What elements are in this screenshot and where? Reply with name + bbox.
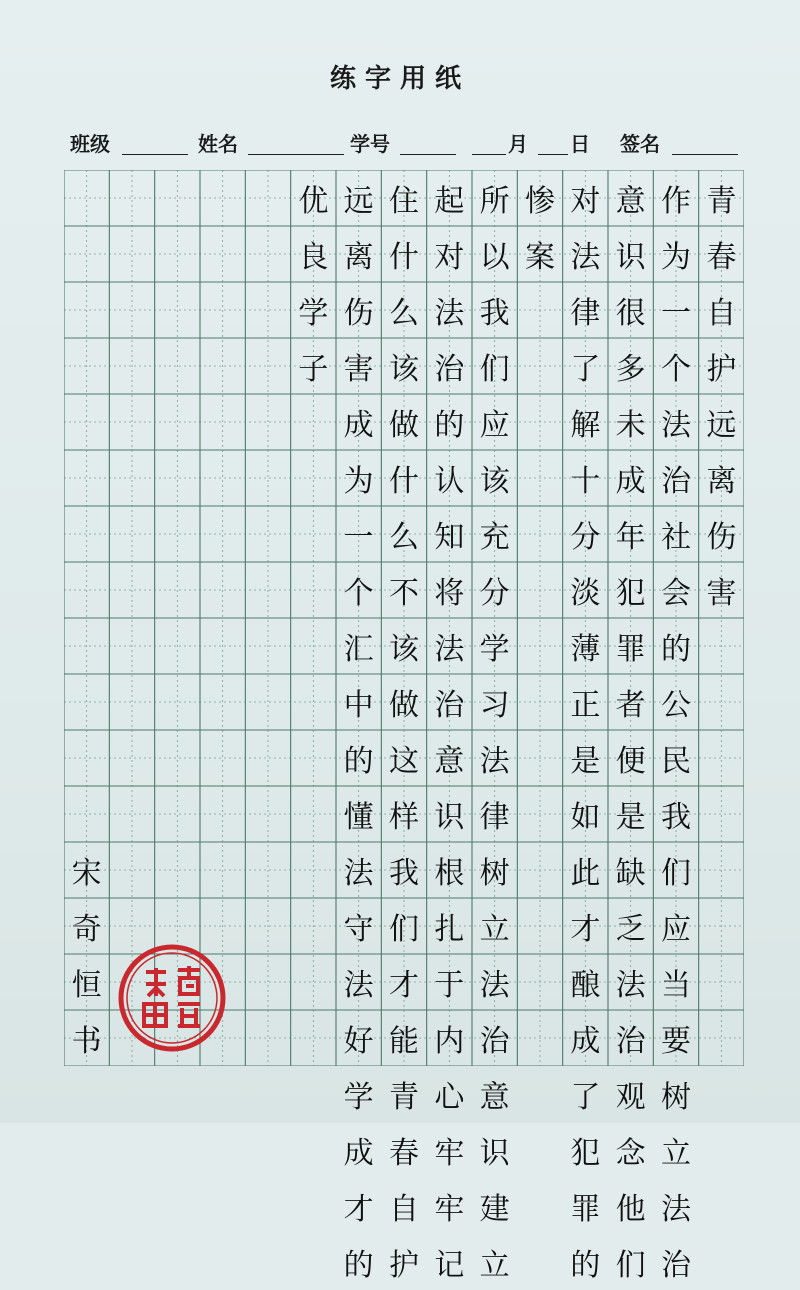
character-cell: 扎 xyxy=(434,912,465,947)
character-cell: 犯 xyxy=(570,1136,601,1171)
character-cell: 离 xyxy=(343,240,374,275)
character-cell: 守 xyxy=(343,912,374,947)
character-cell: 护 xyxy=(706,352,737,387)
character-cell: 作 xyxy=(661,184,691,219)
character-cell: 了 xyxy=(570,352,601,387)
character-cell: 离 xyxy=(706,464,737,499)
character-cell: 住 xyxy=(389,184,419,219)
character-cell: 成 xyxy=(343,408,374,443)
character-cell: 治 xyxy=(434,688,465,723)
character-cell: 中 xyxy=(343,688,374,723)
character-cell: 个 xyxy=(343,576,374,611)
character-cell: 成 xyxy=(570,1024,601,1059)
character-cell: 正 xyxy=(570,688,601,723)
text-column xyxy=(291,170,336,394)
class-field[interactable] xyxy=(122,154,188,155)
signature-character: 奇 xyxy=(71,912,102,947)
character-cell: 的 xyxy=(343,744,374,779)
character-cell: 罪 xyxy=(570,1192,601,1227)
character-cell: 青 xyxy=(389,1080,419,1115)
character-cell: 十 xyxy=(570,464,601,499)
character-cell: 薄 xyxy=(570,632,601,667)
character-cell: 要 xyxy=(661,1024,691,1059)
character-cell: 民 xyxy=(661,744,691,779)
character-cell: 做 xyxy=(389,688,419,723)
character-cell: 解 xyxy=(570,408,601,443)
character-cell: 远 xyxy=(343,184,374,219)
page-title: 练字用纸 xyxy=(329,64,470,94)
signature-column xyxy=(64,842,109,1066)
signature-character: 书 xyxy=(71,1024,102,1059)
character-cell: 是 xyxy=(570,744,601,779)
character-cell: 树 xyxy=(479,856,510,891)
character-cell: 法 xyxy=(661,1192,691,1227)
character-cell: 心 xyxy=(434,1080,465,1115)
character-cell: 自 xyxy=(706,296,737,331)
character-cell: 所 xyxy=(479,184,510,219)
character-cell: 个 xyxy=(661,352,691,387)
character-cell: 治 xyxy=(434,352,465,387)
text-column xyxy=(654,170,699,1290)
character-cell: 法 xyxy=(615,968,646,1003)
character-cell: 一 xyxy=(661,296,691,331)
character-cell: 的 xyxy=(343,1248,374,1283)
character-cell: 治 xyxy=(615,1024,646,1059)
character-cell: 懂 xyxy=(343,800,374,835)
character-cell: 远 xyxy=(706,408,737,443)
character-cell: 充 xyxy=(479,520,510,555)
character-cell: 念 xyxy=(615,1136,646,1171)
character-cell: 乏 xyxy=(615,912,646,947)
character-cell: 牢 xyxy=(434,1192,465,1227)
day-field[interactable] xyxy=(538,154,568,155)
character-cell: 当 xyxy=(661,968,691,1003)
text-column xyxy=(336,170,381,1290)
character-cell: 治 xyxy=(661,1248,691,1283)
character-cell: 习 xyxy=(479,688,510,723)
character-cell: 为 xyxy=(343,464,374,499)
character-cell: 识 xyxy=(479,1136,510,1171)
character-cell: 治 xyxy=(479,1024,510,1059)
character-cell: 案 xyxy=(525,240,555,275)
character-cell: 法 xyxy=(661,408,691,443)
character-cell: 我 xyxy=(389,856,419,891)
character-cell: 学 xyxy=(343,1080,374,1115)
character-cell: 做 xyxy=(389,408,419,443)
character-cell: 多 xyxy=(615,352,646,387)
character-cell: 的 xyxy=(434,408,465,443)
text-column xyxy=(699,170,744,618)
character-cell: 该 xyxy=(479,464,510,499)
character-cell: 成 xyxy=(615,464,646,499)
character-cell: 为 xyxy=(661,240,691,275)
character-cell: 是 xyxy=(615,800,646,835)
character-cell: 们 xyxy=(479,352,510,387)
month-field[interactable] xyxy=(472,154,506,155)
character-cell: 我 xyxy=(661,800,691,835)
character-cell: 法 xyxy=(343,968,374,1003)
character-cell: 法 xyxy=(343,856,374,891)
character-cell: 应 xyxy=(661,912,691,947)
character-cell: 树 xyxy=(661,1080,691,1115)
character-cell: 青 xyxy=(706,184,737,219)
character-cell: 自 xyxy=(389,1192,419,1227)
character-cell: 根 xyxy=(434,856,465,891)
name-field[interactable] xyxy=(248,154,344,155)
character-cell: 如 xyxy=(570,800,601,835)
character-cell: 酿 xyxy=(570,968,601,1003)
character-cell: 该 xyxy=(389,352,419,387)
character-cell: 这 xyxy=(389,744,419,779)
character-cell: 么 xyxy=(389,296,419,331)
character-cell: 分 xyxy=(570,520,601,555)
character-cell: 立 xyxy=(479,1248,510,1283)
character-cell: 法 xyxy=(479,968,510,1003)
character-cell: 法 xyxy=(479,744,510,779)
class-label: 班级 xyxy=(70,132,110,156)
character-cell: 能 xyxy=(389,1024,419,1059)
character-cell: 对 xyxy=(434,240,465,275)
character-cell: 起 xyxy=(434,184,465,219)
character-cell: 记 xyxy=(434,1248,465,1283)
character-cell: 学 xyxy=(298,296,329,331)
character-cell: 律 xyxy=(570,296,601,331)
character-cell: 才 xyxy=(343,1192,374,1227)
character-cell: 犯 xyxy=(615,576,646,611)
red-seal-stamp xyxy=(116,942,228,1054)
character-cell: 样 xyxy=(389,800,419,835)
name-label: 姓名 xyxy=(198,132,238,156)
character-cell: 子 xyxy=(298,352,329,387)
character-cell: 什 xyxy=(389,240,419,275)
character-cell: 害 xyxy=(706,576,737,611)
sign-field[interactable] xyxy=(672,154,738,155)
character-cell: 认 xyxy=(434,464,465,499)
month-label: 月 xyxy=(508,132,528,156)
character-cell: 知 xyxy=(434,520,465,555)
character-cell: 的 xyxy=(570,1248,601,1283)
character-cell: 们 xyxy=(661,856,691,891)
id-field[interactable] xyxy=(400,154,456,155)
character-cell: 好 xyxy=(343,1024,374,1059)
text-column xyxy=(518,170,563,282)
character-cell: 成 xyxy=(343,1136,374,1171)
character-cell: 很 xyxy=(615,296,646,331)
character-cell: 建 xyxy=(479,1192,510,1227)
day-label: 日 xyxy=(570,132,590,156)
character-cell: 伤 xyxy=(706,520,737,555)
character-cell: 汇 xyxy=(343,632,374,667)
character-cell: 缺 xyxy=(615,856,646,891)
character-cell: 观 xyxy=(615,1080,646,1115)
character-cell: 了 xyxy=(570,1080,601,1115)
character-cell: 分 xyxy=(479,576,510,611)
character-cell: 者 xyxy=(615,688,646,723)
header-fields xyxy=(68,128,748,160)
text-column xyxy=(563,170,608,1290)
character-cell: 们 xyxy=(615,1248,646,1283)
character-cell: 立 xyxy=(661,1136,691,1171)
character-cell: 不 xyxy=(389,576,419,611)
character-cell: 惨 xyxy=(525,184,555,219)
character-cell: 内 xyxy=(434,1024,465,1059)
character-cell: 的 xyxy=(661,632,691,667)
character-cell: 意 xyxy=(434,744,465,779)
character-cell: 便 xyxy=(615,744,646,779)
character-cell: 识 xyxy=(434,800,465,835)
character-cell: 才 xyxy=(570,912,601,947)
writing-grid xyxy=(64,170,744,1283)
character-cell: 未 xyxy=(615,408,646,443)
text-column xyxy=(472,170,517,1290)
character-cell: 他 xyxy=(615,1192,646,1227)
character-cell: 治 xyxy=(661,464,691,499)
character-cell: 此 xyxy=(570,856,601,891)
character-cell: 淡 xyxy=(570,576,601,611)
signature-character: 宋 xyxy=(71,856,102,891)
character-cell: 什 xyxy=(389,464,419,499)
character-cell: 年 xyxy=(615,520,646,555)
character-cell: 害 xyxy=(343,352,374,387)
character-cell: 对 xyxy=(570,184,601,219)
character-cell: 才 xyxy=(389,968,419,1003)
character-cell: 么 xyxy=(389,520,419,555)
character-cell: 以 xyxy=(479,240,510,275)
character-cell: 春 xyxy=(706,240,737,275)
text-column xyxy=(427,170,472,1290)
character-cell: 该 xyxy=(389,632,419,667)
character-cell: 识 xyxy=(615,240,646,275)
character-cell: 法 xyxy=(570,240,601,275)
character-cell: 应 xyxy=(479,408,510,443)
text-column xyxy=(382,170,427,1290)
text-column xyxy=(608,170,653,1290)
character-cell: 牢 xyxy=(434,1136,465,1171)
character-cell: 意 xyxy=(479,1080,510,1115)
character-cell: 们 xyxy=(389,912,419,947)
character-cell: 于 xyxy=(434,968,465,1003)
character-cell: 罪 xyxy=(615,632,646,667)
character-cell: 社 xyxy=(661,520,691,555)
character-cell: 会 xyxy=(661,576,691,611)
character-cell: 我 xyxy=(479,296,510,331)
character-cell: 法 xyxy=(434,296,465,331)
character-cell: 将 xyxy=(434,576,465,611)
id-label: 学号 xyxy=(350,132,390,156)
character-cell: 学 xyxy=(479,632,510,667)
character-cell: 律 xyxy=(479,800,510,835)
sign-label: 签名 xyxy=(620,132,660,156)
character-cell: 优 xyxy=(298,184,329,219)
character-cell: 护 xyxy=(389,1248,419,1283)
character-cell: 伤 xyxy=(343,296,374,331)
character-cell: 法 xyxy=(434,632,465,667)
character-cell: 良 xyxy=(298,240,329,275)
signature-character: 恒 xyxy=(71,968,102,1003)
character-cell: 一 xyxy=(343,520,374,555)
character-cell: 春 xyxy=(389,1136,419,1171)
character-cell: 意 xyxy=(615,184,646,219)
character-cell: 立 xyxy=(479,912,510,947)
character-cell: 公 xyxy=(661,688,691,723)
